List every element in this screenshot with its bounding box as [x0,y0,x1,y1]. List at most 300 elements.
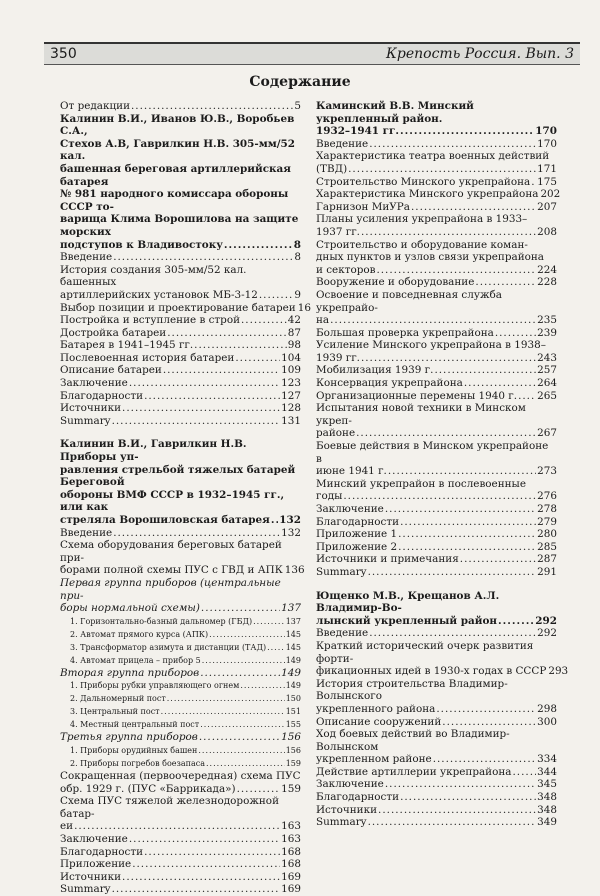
toc-entry[interactable] [316,239,557,277]
toc-entry-title: Заключение [60,832,128,845]
toc-page-number: 137 [285,616,301,626]
toc-entry-title: Введение [60,526,113,539]
toc-entry[interactable] [60,883,301,896]
toc-page-number: 169 [281,870,301,883]
toc-entry[interactable] [316,289,557,327]
toc-page-number: 5 [294,100,301,112]
toc-entry-title: Приложение [60,858,132,871]
toc-entry-title-line: на [316,314,330,327]
toc-entry-title-line: еи [60,820,74,833]
toc-page-number: 104 [281,351,301,364]
toc-entry[interactable] [60,833,301,846]
toc-page-number: 131 [281,414,301,427]
toc-entry[interactable] [60,402,301,415]
toc-page-number: 132 [279,514,301,526]
toc-entry-title: Действие артиллерии укрепрайона [316,765,512,778]
toc-entry[interactable] [316,390,557,403]
toc-entry[interactable] [60,628,301,641]
toc-page-number: 16 [297,301,311,314]
toc-entry-title: Источники [60,402,122,415]
running-title: Крепость Россия. Вып. 3 [386,46,574,62]
dot-leader [434,364,536,377]
toc-entry-title: Консервация укрепрайона [316,377,463,390]
dot-leader [167,692,285,705]
toc-entry[interactable] [316,402,557,440]
toc-entry-title-line: укрепленном районе [316,753,432,766]
toc-entry[interactable] [60,327,301,340]
toc-entry-title-line: обороны ВМФ СССР в 1932–1945 гг., или как [60,488,285,514]
dot-leader [235,352,280,365]
toc-entry-title-line: Ход боевых действий во Владимир-Волынском [316,728,510,753]
toc-entry[interactable] [316,728,557,766]
toc-entry-title: Введение [60,251,113,264]
toc-entry-title-line: стреляла Ворошиловская батарея [60,514,270,526]
toc-page-number: 170 [537,137,557,150]
toc-entry[interactable] [60,679,301,692]
dot-leader [74,820,280,833]
dot-leader [400,791,536,804]
toc-entry[interactable] [316,516,557,529]
toc-entry-title: Введение [316,627,369,640]
dot-leader [201,602,280,615]
toc-entry[interactable] [316,716,557,729]
toc-entry-title-line: Усиление Минского укрепрайона в 1938– [316,339,546,352]
toc-entry[interactable] [316,791,557,804]
dot-leader [495,327,536,340]
toc-entry-title: Заключение [316,503,384,515]
page-number: 350 [50,46,77,62]
dot-leader [498,615,534,628]
dot-leader [112,883,281,896]
toc-page-number: 298 [537,702,557,715]
dot-leader [388,465,536,478]
toc-entry-title: Описание сооружений [316,715,442,728]
toc-page-number: 127 [281,389,301,402]
toc-page-number: 292 [537,627,557,640]
toc-entry[interactable] [60,251,301,264]
toc-entry[interactable] [60,692,301,705]
toc-page-number: 208 [537,225,557,238]
toc-left-column [60,100,311,896]
toc-entry-title-line: Освоение и повседневная служба укрепрайо- [316,288,502,314]
dot-leader [464,377,536,390]
dot-leader [259,289,294,302]
toc-entry-title-line: дных пунктов и узлов связи укрепрайона [316,251,544,264]
toc-page-number: 264 [537,377,557,390]
toc-page-number: 123 [281,377,301,390]
toc-page-number: 278 [537,503,557,515]
dot-leader [518,390,536,403]
dot-leader [253,615,285,628]
toc-entry[interactable] [60,339,301,352]
toc-page-number: 273 [537,465,557,478]
toc-entry[interactable] [60,301,311,315]
toc-page-number: 168 [281,845,301,858]
toc-entry-title: 1. Приборы рубки управляющего огнем [70,681,240,691]
dot-leader [132,858,280,871]
dot-leader [369,138,536,151]
toc-entry-title-line: подступов к Владивостоку [60,238,223,251]
dot-leader [122,402,280,415]
toc-entry-title: 2. Приборы погребов боезапаса [70,758,205,768]
toc-entry-title-line: равления стрельбой тяжелых батарей Береговой [60,463,296,489]
toc-entry-title-line: Характеристика театра военных действий [316,150,550,163]
toc-entry[interactable] [316,478,557,503]
toc-entry-title: Благодарности [316,791,400,804]
dot-leader [144,390,280,403]
dot-leader [385,778,536,791]
toc-entry-title-line: и секторов [316,263,376,276]
toc-entry-title: Постройка и вступление в строй [60,314,240,327]
dot-leader [267,641,285,654]
toc-page-number: 155 [285,720,301,730]
toc-entry-title: Строительство Минского укрепрайона [316,175,531,188]
dot-leader [378,804,536,817]
toc-page-number: 291 [537,565,557,578]
toc-page-number: 149 [285,681,301,691]
toc-entry[interactable] [316,528,557,541]
toc-entry[interactable] [60,527,301,540]
toc-entry[interactable] [316,201,557,214]
toc-page-number: 257 [537,364,557,377]
dot-leader [361,226,536,239]
toc-page-number: 348 [537,803,557,816]
toc-entry[interactable] [60,667,301,680]
dot-leader [113,251,293,264]
toc-article-entry[interactable] [60,113,301,252]
running-header [44,42,580,65]
toc-entry[interactable] [316,150,557,175]
toc-entry[interactable] [316,176,557,189]
toc-entry[interactable] [316,627,557,640]
toc-entry-title: Большая проверка укрепрайона [316,326,494,339]
dot-leader [330,314,536,327]
dot-leader [206,757,285,770]
toc-entry-title: Источники [316,803,378,816]
toc-entry[interactable] [316,639,569,678]
toc-entry-title: Источники и примечания [316,553,459,566]
dot-leader [512,766,536,779]
toc-entry[interactable] [316,541,557,554]
toc-entry-title: Организационные перемены 1940 г. [316,389,518,402]
toc-entry[interactable] [60,871,301,884]
toc-entry[interactable] [60,705,301,718]
toc-entry-title-line: История создания 305-мм/52 кал. башенных [60,263,247,289]
toc-entry-title: Гарнизон МиУРа [316,200,410,213]
toc-page-number: 168 [281,858,301,871]
toc-entry[interactable] [60,757,301,770]
dot-leader [271,514,278,527]
toc-page-number: 87 [287,326,301,339]
toc-entry[interactable] [60,858,301,871]
toc-page-number: 280 [537,528,557,541]
toc-entry-title: Приложение 2 [316,540,398,553]
dot-leader [475,276,536,289]
toc-entry-title: Батарея в 1941–1945 гг. [60,339,194,352]
toc-entry[interactable] [316,503,557,516]
toc-page-number: 175 [537,175,557,188]
toc-entry[interactable] [316,339,557,364]
toc-page-number: 137 [281,602,301,615]
dot-leader [194,339,287,352]
toc-entry-title-line: Схема оборудования береговых батарей при- [60,539,282,564]
toc-entry-title-line: Сокращенная (первоочередная) схема ПУС [60,769,301,782]
dot-leader [199,731,280,744]
toc-page-number: 150 [285,694,301,704]
dot-leader [400,516,536,529]
toc-entry[interactable] [316,804,557,817]
toc-entry[interactable] [60,264,301,302]
dot-leader [129,833,280,846]
toc-entry[interactable] [60,718,301,731]
toc-entry-title-line: борами полной схемы ПУС с ГВД и АПК [60,564,283,577]
dot-leader [200,718,285,731]
dot-leader [161,705,285,718]
dot-leader [436,703,536,716]
toc-entry[interactable] [316,553,557,566]
dot-leader [348,163,536,176]
dot-leader [433,753,536,766]
toc-page-number: 267 [537,427,557,440]
toc-entry-title: 1. Приборы орудийных башен [70,745,198,755]
toc-entry[interactable] [316,778,557,791]
toc-page-number: 202 [540,188,561,201]
toc-entry-title-line: артиллерийских установок МБ-3-12 [60,288,258,301]
toc-entry-title-line: 1937 гг. [316,225,360,238]
toc-entry-title: Третья группа приборов [60,731,198,744]
dot-leader [224,239,293,252]
toc-page-number: 156 [281,731,301,744]
toc-entry-title: Благодарности [60,845,144,858]
toc-entry-title: Послевоенная история батареи [60,351,235,364]
toc-page-number: 163 [281,820,301,833]
toc-page-number: 145 [285,642,301,652]
toc-entry[interactable] [60,641,301,654]
toc-page-number: 334 [537,753,557,766]
dot-leader [202,654,285,667]
toc-page-number: 345 [537,778,557,791]
toc-entry[interactable] [316,364,557,377]
toc-entry-title-line: варища Клима Ворошилова на защите морских [60,213,299,238]
toc-entry-title-line: фикационных идей в 1930-х годах в СССР [316,665,547,678]
toc-entry-title-line: годы [316,490,343,503]
toc-page-number: 149 [281,666,301,679]
toc-entry[interactable] [60,415,301,428]
toc-entry-title: 2. Автомат прямого курса (АПК) [70,629,209,639]
toc-page-number: 163 [281,832,301,845]
toc-entry-title: Заключение [60,377,128,390]
toc-page-number: 349 [537,816,557,829]
toc-right-column [316,100,569,829]
toc-entry-title: 1. Горизонтально-базный дальномер (ГБД) [70,616,253,626]
toc-entry-title-line: Краткий исторический очерк развития форти- [316,639,534,665]
toc-page-number: 128 [281,402,301,415]
toc-entry-title: 3. Трансформатор азимута и дистанции (ТАД) [70,642,267,652]
toc-entry-title-line: Строительство и оборудование коман- [316,238,528,251]
toc-page-number: 279 [537,515,557,528]
toc-entry[interactable] [60,364,301,377]
toc-page-number: 285 [537,540,557,553]
dot-leader [385,503,536,516]
toc-page-number: 9 [294,288,301,301]
toc-entry-title: Summary [60,883,111,896]
dot-leader [361,352,536,365]
toc-entry-title: Благодарности [316,515,400,528]
toc-entry-title-line: (ТВД) [316,162,348,175]
dot-leader [237,783,281,796]
toc-entry-title-line: Планы усиления укрепрайона в 1933– [316,213,528,226]
toc-page-number: 109 [281,364,301,377]
toc-entry-title-line: Каминский В.В. Минский укрепленный район. [316,100,474,125]
toc-entry-title: 4. Местный центральный пост [70,720,200,730]
toc-page-number: 348 [537,791,557,804]
dot-leader [398,528,536,541]
toc-entry-title: Характеристика Минского укрепрайона [316,188,539,201]
toc-entry[interactable] [60,615,301,628]
dot-leader [198,744,284,757]
dot-leader [144,846,280,859]
dot-leader [112,415,281,428]
toc-entry-title: Summary [316,816,367,829]
toc-entry-title: От редакции [60,100,130,112]
toc-entry[interactable] [60,539,305,577]
toc-entry-title-line: 1939 гг. [316,351,360,364]
toc-entry-title-line: 1932–1941 гг. [316,125,400,138]
toc-page-number: 344 [537,765,557,778]
toc-entry[interactable] [60,795,301,833]
toc-entry-title-line: Калинин В.И., Гаврилкин Н.В. Приборы уп- [60,438,247,464]
toc-page-number: 170 [535,125,557,138]
toc-entry-title-line: обр. 1929 г. (ПУС «Баррикада») [60,782,236,795]
toc-page-number: 42 [287,314,301,327]
dot-leader [411,201,536,214]
toc-entry-title-line: Испытания новой техники в Минском укреп- [316,402,526,427]
toc-entry-title: Введение [316,137,369,150]
toc-entry-title: Summary [316,565,367,578]
toc-entry[interactable] [316,327,557,340]
toc-entry-title-line: Боевые действия в Минском укрепрайоне в [316,440,549,465]
toc-page-number: 145 [285,629,301,639]
toc-entry-title: Благодарности [60,389,144,402]
toc-article-entry[interactable] [316,590,557,628]
toc-entry-title: Мобилизация 1939 г. [316,364,434,377]
dot-leader [460,553,536,566]
toc-entry[interactable] [60,744,301,757]
toc-article-entry[interactable] [60,438,301,526]
toc-entry[interactable] [60,314,301,327]
toc-entry[interactable] [316,213,557,238]
toc-entry-title-line: Калинин В.И., Иванов Ю.В., Воробьев С.А., [60,112,295,138]
toc-entry[interactable] [60,100,301,113]
toc-page-number: 293 [548,665,569,678]
dot-leader [113,527,280,540]
dot-leader [400,125,534,138]
toc-entry-title: Источники [60,870,122,883]
toc-entry-title-line: Стехов А.В, Гаврилкин Н.В. 305-мм/52 кал. [60,137,295,163]
dot-leader [131,100,293,113]
toc-entry-title: Приложение 1 [316,528,398,541]
toc-entry-title-line: Схема ПУС тяжелой железнодорожной батар- [60,795,279,820]
toc-page-number: 169 [281,883,301,896]
toc-page-number: 159 [281,782,301,795]
toc-entry[interactable] [316,377,557,390]
dot-leader [200,667,280,680]
toc-entry-title-line: башенная береговая артиллерийская батарея [60,162,291,188]
toc-page-number: 98 [287,339,301,352]
toc-entry[interactable] [60,377,301,390]
toc-entry[interactable] [60,846,301,859]
toc-entry[interactable] [316,276,557,289]
toc-page-number: 149 [285,655,301,665]
toc-entry-title-line: № 981 народного комиссара обороны СССР то- [60,188,289,213]
toc-entry-title-line: лынский укрепленный район [316,614,497,627]
toc-entry[interactable] [60,654,301,667]
dot-leader [241,314,287,327]
toc-entry-title: Вооружение и оборудование [316,276,475,289]
toc-entry[interactable] [60,390,301,403]
dot-leader [122,871,280,884]
toc-entry[interactable] [60,577,301,615]
toc-entry[interactable] [316,566,557,579]
toc-entry[interactable] [316,766,557,779]
toc-entry[interactable] [316,138,557,151]
toc-page-number: 228 [537,276,557,289]
dot-leader [376,264,536,277]
toc-entry-title: Описание батареи [60,364,162,377]
toc-entry-title: Выбор позиции и проектирование батареи [60,301,296,314]
toc-entry[interactable] [60,731,301,744]
dot-leader [163,364,280,377]
toc-page-number: 207 [537,200,557,213]
dot-leader [369,627,536,640]
dot-leader [531,176,536,189]
toc-entry[interactable] [60,770,301,795]
toc-entry-title-line: боры нормальной схемы) [60,602,200,615]
toc-page-number: 8 [293,238,301,251]
toc-entry-title: Вторая группа приборов [60,666,200,679]
toc-entry-title: Summary [60,414,111,427]
toc-page-number: 224 [537,263,557,276]
section-gap [60,427,301,438]
toc-entry-title: 4. Автомат прицела – прибор 5 [70,655,201,665]
toc-entry[interactable] [316,440,557,478]
toc-page-number: 265 [537,389,557,402]
toc-entry-title-line: Минский укрепрайон в послевоенные [316,477,526,490]
toc-entry[interactable] [316,188,561,201]
toc-entry-title: Заключение [316,778,384,791]
toc-page-number: 136 [284,564,305,577]
toc-page-number: 159 [285,758,301,768]
toc-entry-title-line: укрепленного района [316,702,436,715]
toc-entry-title-line: районе [316,427,356,440]
toc-entry[interactable] [316,678,557,716]
toc-entry[interactable] [60,352,301,365]
toc-page-number: 287 [537,553,557,566]
dot-leader [442,716,536,729]
toc-page-number: 156 [285,745,301,755]
dot-leader [368,566,537,579]
toc-entry-title-line: июне 1941 г. [316,465,387,478]
toc-article-entry[interactable] [316,100,557,138]
toc-entry-title-line: Ющенко М.В., Крещанов А.Л. Владимир-Во- [316,589,500,615]
toc-page-number: 300 [537,715,557,728]
section-gap [316,579,557,590]
toc-page-number: 132 [281,526,301,539]
dot-leader [356,427,536,440]
dot-leader [240,679,284,692]
toc-page-number: 243 [537,351,557,364]
toc-title: Содержание [249,74,351,90]
